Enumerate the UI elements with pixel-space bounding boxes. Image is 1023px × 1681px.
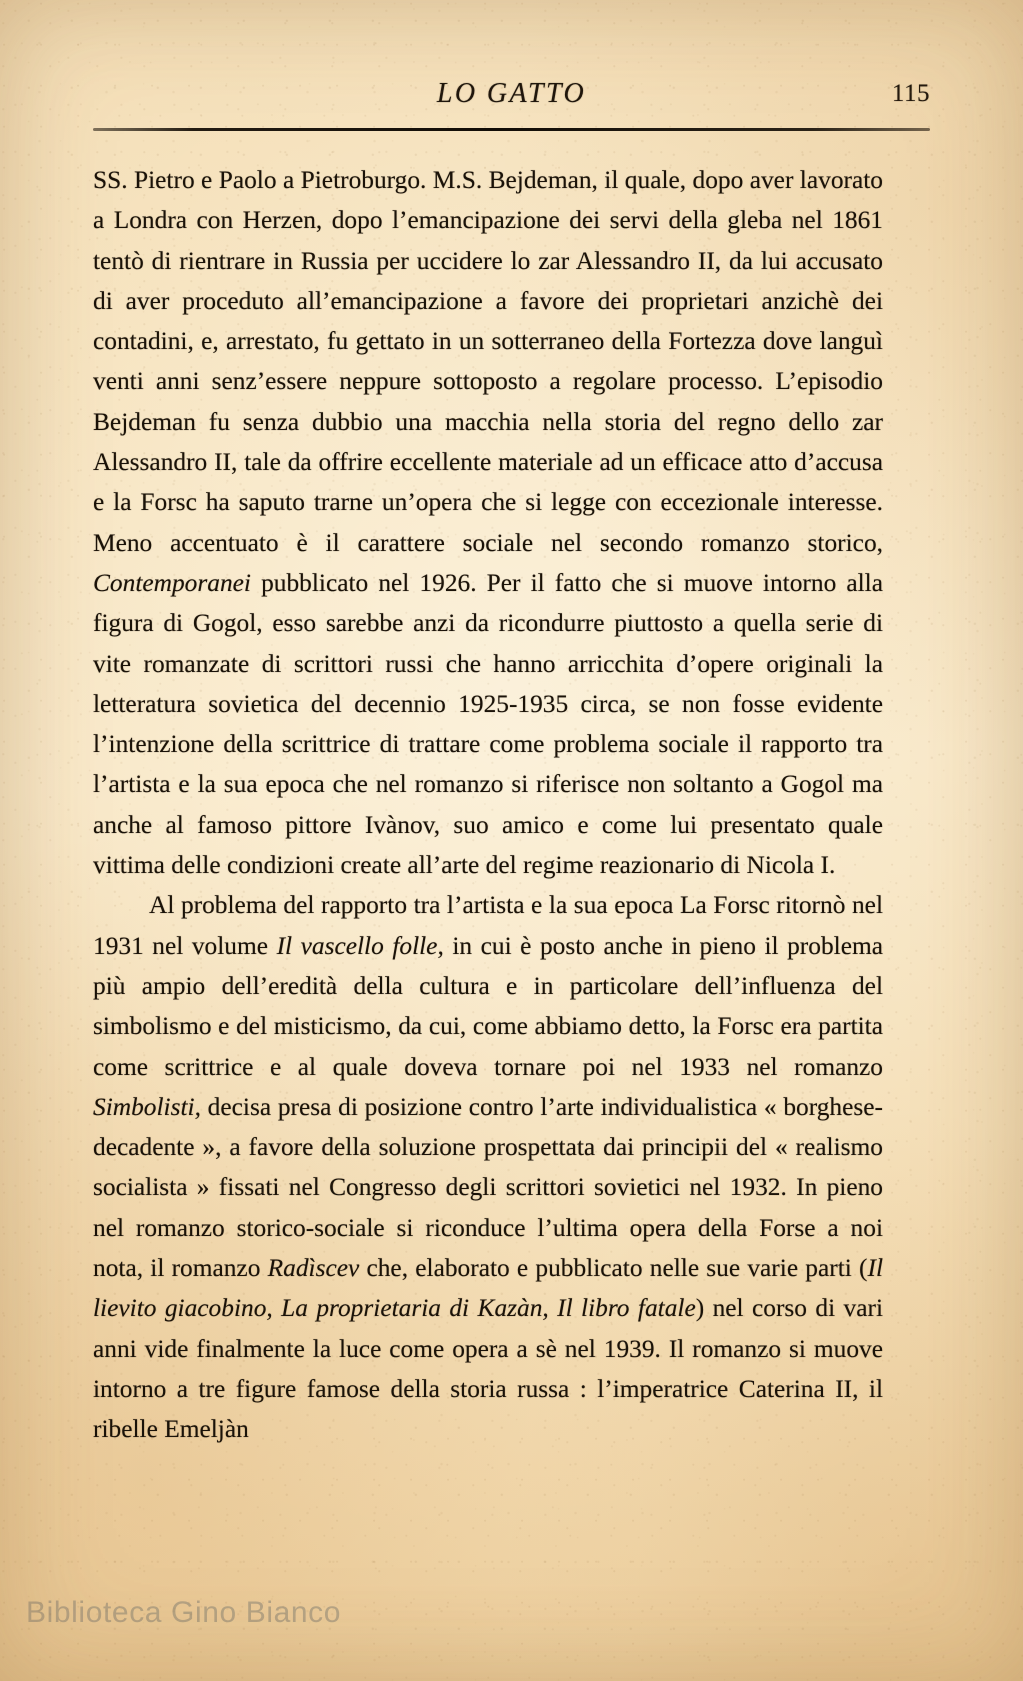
- library-watermark: Biblioteca Gino Bianco: [26, 1596, 342, 1629]
- page-number: 115: [891, 80, 930, 107]
- paragraph: [93, 160, 883, 885]
- text-run: pubblicato nel 1926. Per il fatto che si muove intorno alla figura di Gogol, esso sarebbe anzi da ricondurre piuttosto a quella serie di vite romanzate di scrittori russi che hanno arricchita d’opere originali la letteratura sovietica del decennio 1925-1935 circa, se non fosse evidente l’intenzione della scrittrice di trattare come problema sociale il rapporto tra l’artista e la sua epoca che nel romanzo si riferisce non soltanto a Gogol ma anche al famoso pittore Ivànov, suo amico e come lui presentato quale vittima delle condizioni create all’arte del regime reazionario di Nicola I.: [93, 568, 883, 880]
- header-rule: [93, 128, 930, 131]
- italic-title: Il lievito giacobino, La proprietaria di Kazàn, Il libro fatale: [93, 1254, 883, 1323]
- text-run: che, elaborato e pubblicato nelle sue varie parti (: [359, 1254, 868, 1283]
- body-text: [93, 160, 883, 1450]
- text-run: ) nel corso di vari anni vide finalmente la luce come opera a sè nel 1939. Il romanzo si muove intorno a tre figure famose della storia russa : l’imperatrice Caterina II, il ribelle Emeljàn: [93, 1294, 883, 1444]
- italic-title: Simbolisti,: [93, 1092, 201, 1121]
- italic-title: Radìscev: [267, 1254, 360, 1283]
- text-run: Al problema del rapporto tra l’artista e la sua epoca La Forsc ritornò nel 1931 nel volume: [93, 891, 883, 960]
- running-head: [93, 78, 930, 118]
- italic-title: Contemporanei: [93, 568, 251, 597]
- text-run: decisa presa di posizione contro l’arte individualistica « borghese-decadente », a favore della soluzione prospettata dai principii del « realismo socialista » fissati nel Congresso degli scrittori sovietici nel 1932. In pieno nel romanzo storico-sociale si riconduce l’ultima opera della Forse a noi nota, il romanzo: [93, 1092, 883, 1283]
- running-head-title: LO GATTO: [436, 78, 587, 109]
- text-run: SS. Pietro e Paolo a Pietroburgo. M.S. Bejdeman, il quale, dopo aver lavorato a Londra con Herzen, dopo l’emancipazione dei servi della gleba nel 1861 tentò di rientrare in Russia per uccidere lo zar Alessandro II, da lui accusato di aver proceduto all’emancipazione a favore dei proprietari anzichè dei contadini, e, arrestato, fu gettato in un sotterraneo della Fortezza dove languì venti anni senz’essere neppure sottoposto a regolare processo. L’episodio Bejdeman fu senza dubbio una macchia nella storia del regno dello zar Alessandro II, tale da offrire eccellente materiale ad un efficace atto d’accusa e la Forsc ha saputo trarne un’opera che si legge con eccezionale interesse. Meno accentuato è il carattere sociale nel secondo romanzo storico,: [93, 166, 883, 557]
- italic-title: Il vascello folle,: [276, 931, 444, 960]
- text-run: in cui è posto anche in pieno il problema più ampio dell’eredità della cultura e in particolare dell’influenza del simbolismo e del misticismo, da cui, come abbiamo detto, la Forsc era partita come scrittrice e al quale doveva tornare poi nel 1933 nel romanzo: [93, 931, 884, 1081]
- paragraph: [93, 885, 883, 1449]
